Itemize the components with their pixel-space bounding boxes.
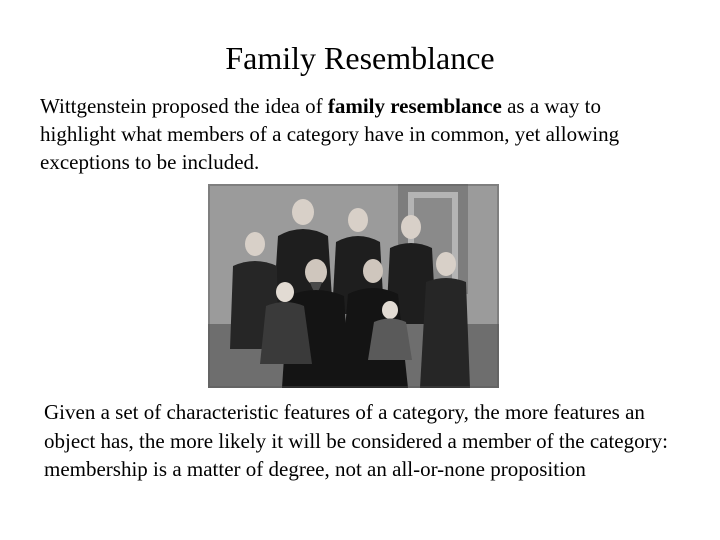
family-portrait-photo [208,184,499,388]
intro-text-after: as a way to highlight what members of a category have in common, yet allowing exceptions to be included. [40,94,620,174]
slide-title: Family Resemblance [225,40,495,76]
family-portrait-illustration [208,184,499,388]
intro-key-term: family resemblance [327,94,502,118]
intro-text-before: Wittgenstein proposed the idea of [40,94,328,118]
outro-paragraph: Given a set of characteristic features of a category, the more features an object has, the more likely it will be considered a member of the category: membership is a matter of degree, not an all-or-none proposition [44,400,668,481]
intro-paragraph [40,92,680,176]
